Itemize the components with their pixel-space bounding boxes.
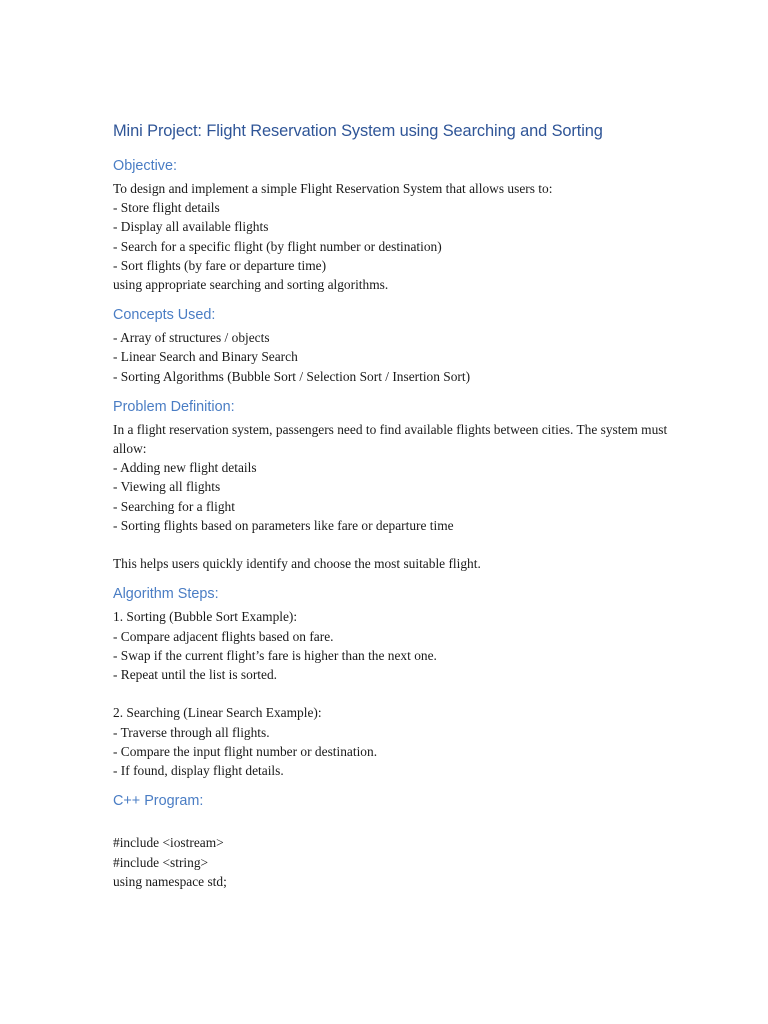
section-heading: Objective: bbox=[113, 158, 177, 174]
text-line: #include <iostream> bbox=[113, 835, 224, 851]
document-page bbox=[113, 120, 673, 902]
section-heading: Problem Definition: bbox=[113, 398, 235, 415]
text-line: - Viewing all flights bbox=[113, 479, 221, 495]
text-line: using appropriate searching and sorting algorithms. bbox=[113, 277, 389, 293]
section-problem-definition bbox=[113, 397, 673, 574]
text-line: In a flight reservation system, passengers need to find available flights between cities. The system must allow: bbox=[113, 421, 671, 457]
section-algorithm-steps bbox=[113, 584, 673, 780]
text-line: 2. Searching (Linear Search Example): bbox=[113, 705, 322, 721]
text-line: This helps users quickly identify and choose the most suitable flight. bbox=[113, 556, 481, 572]
text-line: - Adding new flight details bbox=[113, 460, 257, 476]
text-line: - Sort flights (by fare or departure time) bbox=[113, 257, 327, 273]
text-line: - Compare adjacent flights based on fare. bbox=[113, 628, 334, 644]
text-line: To design and implement a simple Flight Reservation System that allows users to: bbox=[113, 181, 553, 196]
text-line: - Searching for a flight bbox=[113, 498, 235, 514]
section-heading: Algorithm Steps: bbox=[113, 586, 219, 603]
document-sections bbox=[113, 156, 673, 891]
text-line: - Display all available flights bbox=[113, 219, 269, 235]
text-line: - Linear Search and Binary Search bbox=[113, 349, 298, 365]
text-line: - If found, display flight details. bbox=[113, 763, 284, 779]
text-line: - Search for a specific flight (by flight number or destination) bbox=[113, 238, 442, 254]
section-concepts-used bbox=[113, 305, 673, 386]
text-line: #include <string> bbox=[113, 854, 209, 870]
text-line: using namespace std; bbox=[113, 873, 227, 889]
text-line: - Sorting flights based on parameters like fare or departure time bbox=[113, 517, 454, 533]
text-line: 1. Sorting (Bubble Sort Example): bbox=[113, 609, 298, 625]
text-line: - Array of structures / objects bbox=[113, 330, 270, 346]
document-title: Mini Project: Flight Reservation System using Searching and Sorting bbox=[113, 122, 603, 140]
text-line: - Swap if the current flight’s fare is higher than the next one. bbox=[113, 647, 437, 663]
blank-line bbox=[113, 535, 673, 554]
text-line: - Store flight details bbox=[113, 200, 220, 216]
blank-line bbox=[113, 684, 673, 703]
text-line: - Sorting Algorithms (Bubble Sort / Selection Sort / Insertion Sort) bbox=[113, 368, 471, 384]
section-c-program bbox=[113, 791, 673, 891]
text-line: - Repeat until the list is sorted. bbox=[113, 667, 278, 683]
section-heading: C++ Program: bbox=[113, 793, 204, 810]
text-line: - Traverse through all flights. bbox=[113, 724, 270, 740]
section-heading: Concepts Used: bbox=[113, 307, 216, 324]
text-line: - Compare the input flight number or destination. bbox=[113, 743, 378, 759]
blank-line bbox=[113, 814, 673, 833]
section-objective bbox=[113, 156, 673, 294]
